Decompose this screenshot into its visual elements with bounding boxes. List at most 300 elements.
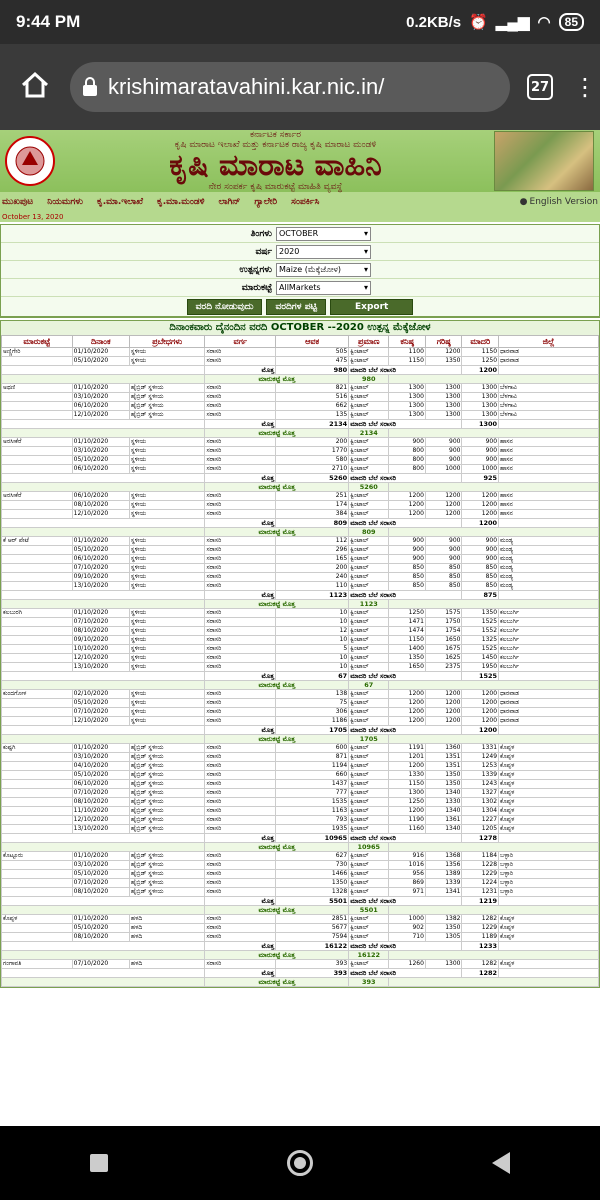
table-cell: ಹೈಬ್ರಿಡ್ ಸ್ಥಳೀಯ [129, 852, 205, 861]
home-nav-button[interactable] [287, 1150, 313, 1176]
table-cell: 296 [276, 546, 349, 555]
total-label: ಮೊತ್ತ [205, 969, 276, 978]
table-cell: ಹೈಬ್ರಿಡ್ ಸ್ಥಳೀಯ [129, 798, 205, 807]
table-cell: 1163 [276, 807, 349, 816]
status-bar [0, 0, 600, 44]
table-cell: ಕಲಬುರ್ಗಿ [499, 609, 599, 618]
table-cell: 1200 [462, 699, 499, 708]
total-value: 1123 [276, 591, 349, 600]
table-cell: 475 [276, 357, 349, 366]
table-row [2, 357, 599, 366]
modal-avg-label: ಮಾದರಿ ಬೆಲೆ ಸರಾಸರಿ [349, 672, 462, 681]
table-cell: ಕಲಬುರ್ಗಿ [499, 618, 599, 627]
table-cell: 1525 [462, 645, 499, 654]
table-cell: ಕ್ವಿಂಟಾಲ್ [349, 465, 389, 474]
table-cell: 900 [425, 456, 462, 465]
table-cell: 850 [425, 582, 462, 591]
cell-market: ಗಂಗಾವತಿ [2, 960, 73, 969]
table-cell [2, 834, 205, 843]
table-cell: ಸರಾಸರಿ [205, 654, 276, 663]
table-row [2, 447, 599, 456]
table-cell: 1474 [389, 627, 426, 636]
table-row [2, 537, 599, 546]
table-cell: 1200 [425, 699, 462, 708]
table-cell: ಬಳ್ಳಾರಿ [499, 861, 599, 870]
table-row [2, 609, 599, 618]
table-cell: ಕ್ವಿಂಟಾಲ್ [349, 888, 389, 897]
table-cell: 2851 [276, 915, 349, 924]
table-cell: 05/10/2020 [72, 870, 129, 879]
table-cell: ಕೊಪ್ಪಳ [499, 915, 599, 924]
table-cell: 174 [276, 501, 349, 510]
table-cell: 1227 [462, 816, 499, 825]
year-select[interactable] [276, 245, 371, 259]
table-cell: ಸರಾಸರಿ [205, 402, 276, 411]
table-cell: ಹೈಬ್ರಿಡ್ ಸ್ಥಳೀಯ [129, 411, 205, 420]
table-cell: 1300 [389, 402, 426, 411]
table-cell: 1361 [425, 816, 462, 825]
table-cell: ಸರಾಸರಿ [205, 582, 276, 591]
table-cell: 1339 [425, 879, 462, 888]
table-cell: 900 [462, 438, 499, 447]
modal-avg-label: ಮಾದರಿ ಬೆಲೆ ಸರಾಸರಿ [349, 420, 462, 429]
report-table [1, 335, 599, 987]
table-cell: ಕ್ವಿಂಟಾಲ್ [349, 537, 389, 546]
cell-market: ಕೊಟ್ಟೂರು [2, 852, 73, 861]
table-cell: ಕ್ವಿಂಟಾಲ್ [349, 753, 389, 762]
table-cell: 1935 [276, 825, 349, 834]
status-indicators [406, 13, 584, 31]
table-cell: ಸ್ಥಳೀಯ [129, 510, 205, 519]
table-cell: ಕ್ವಿಂಟಾಲ್ [349, 717, 389, 726]
table-cell [499, 969, 599, 978]
table-cell [389, 906, 599, 915]
table-cell: 1191 [389, 744, 426, 753]
table-cell: 07/10/2020 [72, 618, 129, 627]
table-cell: ಹಾಸನ [499, 447, 599, 456]
table-cell: ಕ್ವಿಂಟಾಲ್ [349, 447, 389, 456]
table-cell: ಧಾರವಾಡ [499, 708, 599, 717]
table-cell: ಕ್ವಿಂಟಾಲ್ [349, 690, 389, 699]
table-cell: ಕೊಪ್ಪಳ [499, 807, 599, 816]
table-cell: ಕ್ವಿಂಟಾಲ್ [349, 546, 389, 555]
table-cell: 730 [276, 861, 349, 870]
table-cell: 1389 [425, 870, 462, 879]
table-cell: 1331 [462, 744, 499, 753]
table-cell: 800 [389, 465, 426, 474]
table-cell: ಹೈಬ್ರಿಡ್ ಸ್ಥಳೀಯ [129, 888, 205, 897]
table-row [2, 717, 599, 726]
table-cell: ಕ್ವಿಂಟಾಲ್ [349, 627, 389, 636]
cell-market [2, 510, 73, 519]
table-cell: ಹಾಸನ [499, 492, 599, 501]
table-cell: ಕ್ವಿಂಟಾಲ್ [349, 762, 389, 771]
table-cell [2, 366, 205, 375]
cell-market [2, 825, 73, 834]
table-cell: 900 [462, 555, 499, 564]
battery-indicator: 85 [559, 13, 584, 31]
date-text: October 13, 2020 [0, 212, 600, 222]
market-total-label: ಮಾರುಕಟ್ಟೆ ಮೊತ್ತ [205, 681, 349, 690]
market-total-value: 10965 [349, 843, 389, 852]
modal-avg-value: 875 [462, 591, 499, 600]
table-cell: 1200 [389, 699, 426, 708]
table-cell: 12/10/2020 [72, 654, 129, 663]
table-cell: ಮಂಡ್ಯ [499, 573, 599, 582]
table-cell: 1205 [462, 825, 499, 834]
table-cell: 1224 [462, 879, 499, 888]
table-cell: ಕ್ವಿಂಟಾಲ್ [349, 438, 389, 447]
market-total-row [2, 375, 599, 384]
table-cell: 1200 [425, 492, 462, 501]
table-cell: ಸ್ಥಳೀಯ [129, 492, 205, 501]
table-cell: ಕ್ವಿಂಟಾಲ್ [349, 564, 389, 573]
table-cell: 1330 [389, 771, 426, 780]
table-cell: ಸ್ಥಳೀಯ [129, 438, 205, 447]
site-tagline: ನೇರ ಸಂಪರ್ಕ ಕೃಷಿ ಮಾರುಕಟ್ಟೆ ಮಾಹಿತಿ ವ್ಯವಸ್ಥೆ [208, 182, 343, 192]
table-cell: 660 [276, 771, 349, 780]
table-cell [2, 672, 205, 681]
table-cell: 01/10/2020 [72, 609, 129, 618]
table-cell [2, 843, 205, 852]
table-cell: ಕ್ವಿಂಟಾಲ್ [349, 384, 389, 393]
table-cell: ಸರಾಸರಿ [205, 609, 276, 618]
table-cell: 1150 [389, 357, 426, 366]
table-cell: ಸ್ಥಳೀಯ [129, 636, 205, 645]
english-version-label: English Version [529, 197, 598, 207]
table-cell: 900 [462, 456, 499, 465]
market-total-row [2, 681, 599, 690]
market-total-label: ಮಾರುಕಟ್ಟೆ ಮೊತ್ತ [205, 951, 349, 960]
table-row [2, 960, 599, 969]
table-cell: ಕ್ವಿಂಟಾಲ್ [349, 798, 389, 807]
table-cell: 03/10/2020 [72, 861, 129, 870]
modal-avg-label: ಮಾದರಿ ಬೆಲೆ ಸರಾಸರಿ [349, 474, 462, 483]
table-cell: ಸರಾಸರಿ [205, 879, 276, 888]
table-cell: ಬಳ್ಳಾರಿ [499, 888, 599, 897]
menu-contact[interactable]: ಸಂಪರ್ಕಿಸಿ [291, 197, 320, 207]
cell-market [2, 555, 73, 564]
table-cell: ಕೊಪ್ಪಳ [499, 744, 599, 753]
table-cell: 777 [276, 789, 349, 798]
table-row [2, 798, 599, 807]
table-cell: 01/10/2020 [72, 915, 129, 924]
total-value: 67 [276, 672, 349, 681]
table-cell: 1300 [389, 411, 426, 420]
column-header: ಗರಿಷ್ಠ [425, 336, 462, 348]
table-cell: ಸ್ಥಳೀಯ [129, 627, 205, 636]
table-cell: ಕ್ವಿಂಟಾಲ್ [349, 825, 389, 834]
table-cell [2, 951, 205, 960]
tab-switcher-button[interactable] [510, 74, 570, 100]
table-cell: ಸ್ಥಳೀಯ [129, 699, 205, 708]
table-cell: 850 [425, 564, 462, 573]
table-cell: ಸರಾಸರಿ [205, 645, 276, 654]
table-cell: ಕ್ವಿಂಟಾಲ್ [349, 510, 389, 519]
table-cell: 1229 [462, 924, 499, 933]
table-cell: ಸರಾಸರಿ [205, 870, 276, 879]
more-menu-icon[interactable]: ⋮ [573, 73, 597, 101]
table-cell: 5 [276, 645, 349, 654]
table-cell: 1150 [389, 636, 426, 645]
table-cell: ಕ್ವಿಂಟಾಲ್ [349, 492, 389, 501]
table-cell: 1300 [389, 384, 426, 393]
total-label: ಮೊತ್ತ [205, 474, 276, 483]
table-cell: 1650 [389, 663, 426, 672]
view-report-button[interactable]: ವರದಿ ನೋಡುವುದು [187, 299, 263, 315]
table-row [2, 573, 599, 582]
month-select[interactable] [276, 227, 371, 241]
table-cell: ಬಳ್ಳಾರಿ [499, 870, 599, 879]
table-cell: ಸರಾಸರಿ [205, 933, 276, 942]
table-cell: ಕೊಪ್ಪಳ [499, 771, 599, 780]
table-cell: 900 [389, 537, 426, 546]
menu-board[interactable]: ಕೃ.ಮಾ.ಮಂಡಳಿ [157, 197, 205, 207]
table-cell: 03/10/2020 [72, 393, 129, 402]
menu-gallery[interactable]: ಗ್ಯಾಲೇರಿ [254, 197, 278, 207]
table-row [2, 582, 599, 591]
table-row [2, 708, 599, 717]
table-row [2, 744, 599, 753]
table-cell: 05/10/2020 [72, 699, 129, 708]
column-header: ಮಾದರಿ [462, 336, 499, 348]
table-cell: ಹೈಬ್ರಿಡ್ ಸ್ಥಳೀಯ [129, 744, 205, 753]
market-total-label: ಮಾರುಕಟ್ಟೆ ಮೊತ್ತ [205, 528, 349, 537]
total-row [2, 474, 599, 483]
column-header: ವರ್ಗ [205, 336, 276, 348]
modal-avg-label: ಮಾದರಿ ಬೆಲೆ ಸರಾಸರಿ [349, 366, 462, 375]
table-cell: ಕ್ವಿಂಟಾಲ್ [349, 609, 389, 618]
back-button[interactable] [492, 1152, 510, 1174]
dropdown-arrow-icon: ▾ [363, 247, 368, 256]
table-cell: 1300 [389, 789, 426, 798]
market-total-label: ಮಾರುಕಟ್ಟೆ ಮೊತ್ತ [205, 375, 349, 384]
table-cell: ಹಾಸನ [499, 438, 599, 447]
table-cell: ಹಳದಿ [129, 933, 205, 942]
cell-market: ಕಲಬುರಗಿ [2, 609, 73, 618]
table-cell: ಕೊಪ್ಪಳ [499, 798, 599, 807]
market-total-value: 5260 [349, 483, 389, 492]
table-cell: 1351 [425, 753, 462, 762]
table-cell: ಕೊಪ್ಪಳ [499, 816, 599, 825]
wifi-icon: ◠ [537, 14, 551, 31]
cell-market [2, 888, 73, 897]
table-row [2, 654, 599, 663]
market-total-label: ಮಾರುಕಟ್ಟೆ ಮೊತ್ತ [205, 978, 349, 987]
table-cell: 138 [276, 690, 349, 699]
table-cell: ಸ್ಥಳೀಯ [129, 690, 205, 699]
table-cell: 1350 [425, 771, 462, 780]
table-cell: ಹೈಬ್ರಿಡ್ ಸ್ಥಳೀಯ [129, 879, 205, 888]
table-cell: 12/10/2020 [72, 411, 129, 420]
cell-market: ಅಥಣಿ [2, 384, 73, 393]
table-cell: 1200 [389, 717, 426, 726]
table-cell: 900 [389, 546, 426, 555]
table-cell: ಕ್ವಿಂಟಾಲ್ [349, 780, 389, 789]
menu-home[interactable]: ಮುಖಪುಟ [2, 197, 34, 207]
cell-market [2, 546, 73, 555]
total-value: 5501 [276, 897, 349, 906]
total-row [2, 897, 599, 906]
cell-market [2, 456, 73, 465]
table-cell: 1249 [462, 753, 499, 762]
table-cell: 1351 [425, 762, 462, 771]
total-row [2, 366, 599, 375]
table-cell: ಕ್ವಿಂಟಾಲ್ [349, 582, 389, 591]
table-cell: ಕಲಬುರ್ಗಿ [499, 636, 599, 645]
table-cell: ಧಾರವಾಡ [499, 348, 599, 357]
market-total-row [2, 429, 599, 438]
report-list-button[interactable]: ವರದಿಗಳ ಪಟ್ಟಿ [266, 299, 326, 315]
table-cell: ಕ್ವಿಂಟಾಲ್ [349, 870, 389, 879]
menu-rules[interactable]: ನಿಯಮಗಳು [47, 197, 84, 207]
table-cell: 1350 [425, 357, 462, 366]
table-cell: 1300 [389, 393, 426, 402]
table-row [2, 402, 599, 411]
market-select[interactable] [276, 281, 371, 295]
recents-button[interactable] [90, 1154, 108, 1172]
total-label: ಮೊತ್ತ [205, 672, 276, 681]
table-cell: 1339 [462, 771, 499, 780]
table-cell: ಹೈಬ್ರಿಡ್ ಸ್ಥಳೀಯ [129, 807, 205, 816]
table-cell: ಸರಾಸರಿ [205, 447, 276, 456]
table-cell: ಕ್ವಿಂಟಾಲ್ [349, 618, 389, 627]
table-cell: 505 [276, 348, 349, 357]
table-cell: 900 [462, 447, 499, 456]
table-cell [389, 735, 599, 744]
table-cell [2, 726, 205, 735]
table-cell: ಹೈಬ್ರಿಡ್ ಸ್ಥಳೀಯ [129, 762, 205, 771]
cell-market [2, 816, 73, 825]
table-cell: 1200 [425, 501, 462, 510]
address-bar[interactable] [70, 62, 510, 112]
cell-market [2, 447, 73, 456]
table-cell: ಧಾರವಾಡ [499, 717, 599, 726]
table-cell: ಸರಾಸರಿ [205, 501, 276, 510]
table-cell [2, 906, 205, 915]
cell-market: ಕೊಪ್ಪಳ [2, 915, 73, 924]
table-cell: 07/10/2020 [72, 879, 129, 888]
banner-titles [57, 130, 494, 192]
menu-login[interactable]: ಲಾಗಿನ್ [218, 197, 241, 207]
table-cell: ಸರಾಸರಿ [205, 465, 276, 474]
table-row [2, 645, 599, 654]
export-button[interactable]: Export [330, 299, 413, 315]
table-cell: ಸರಾಸರಿ [205, 393, 276, 402]
table-row [2, 564, 599, 573]
table-row [2, 465, 599, 474]
cell-market: ಕುಂದಗೋಳ [2, 690, 73, 699]
table-row [2, 510, 599, 519]
table-cell: 06/10/2020 [72, 492, 129, 501]
market-total-value: 1123 [349, 600, 389, 609]
table-cell: ಹಾಸನ [499, 465, 599, 474]
table-cell: ಸರಾಸರಿ [205, 438, 276, 447]
table-cell [2, 735, 205, 744]
table-cell: 1300 [425, 402, 462, 411]
table-cell: 1200 [462, 492, 499, 501]
total-row [2, 420, 599, 429]
table-cell: 871 [276, 753, 349, 762]
market-total-value: 809 [349, 528, 389, 537]
table-cell: 306 [276, 708, 349, 717]
table-cell [389, 843, 599, 852]
table-cell: 01/10/2020 [72, 348, 129, 357]
table-row [2, 384, 599, 393]
table-cell [389, 681, 599, 690]
table-row [2, 825, 599, 834]
table-cell: 850 [389, 582, 426, 591]
table-cell: ಕ್ವಿಂಟಾಲ್ [349, 663, 389, 672]
table-cell: 1341 [425, 888, 462, 897]
table-cell: ಸರಾಸರಿ [205, 663, 276, 672]
table-cell: 1186 [276, 717, 349, 726]
table-cell: ಹಾಸನ [499, 510, 599, 519]
home-button[interactable] [0, 70, 70, 104]
cell-market [2, 564, 73, 573]
table-cell [499, 591, 599, 600]
table-cell: 09/10/2020 [72, 636, 129, 645]
government-emblem-icon [2, 134, 57, 189]
table-cell: 05/10/2020 [72, 546, 129, 555]
table-cell: 393 [276, 960, 349, 969]
table-cell: ಹೈಬ್ರಿಡ್ ಸ್ಥಳೀಯ [129, 771, 205, 780]
table-cell: 02/10/2020 [72, 690, 129, 699]
table-cell: 1382 [425, 915, 462, 924]
globe-icon: ● [519, 197, 528, 207]
menu-dept[interactable]: ಕೃ.ಮಾ.ಇಲಾಖೆ [97, 197, 144, 207]
table-cell: 1625 [425, 654, 462, 663]
table-cell [2, 897, 205, 906]
table-cell: 1000 [462, 465, 499, 474]
table-cell: ಹಳದಿ [129, 915, 205, 924]
table-cell: 1250 [389, 798, 426, 807]
table-cell: 10 [276, 609, 349, 618]
modal-avg-value: 1525 [462, 672, 499, 681]
table-cell: ಸ್ಥಳೀಯ [129, 357, 205, 366]
table-cell: 12/10/2020 [72, 510, 129, 519]
commodity-select[interactable] [276, 263, 371, 277]
table-cell: ಬೆಳಗಾವಿ [499, 411, 599, 420]
table-cell: 1201 [389, 753, 426, 762]
table-cell: 1350 [425, 924, 462, 933]
table-cell: 07/10/2020 [72, 960, 129, 969]
table-row [2, 393, 599, 402]
table-cell: 1160 [389, 825, 426, 834]
table-cell: ಕಲಬುರ್ಗಿ [499, 645, 599, 654]
modal-avg-value: 1200 [462, 366, 499, 375]
table-cell: ಸ್ಥಳೀಯ [129, 663, 205, 672]
table-cell: ಸರಾಸರಿ [205, 618, 276, 627]
cell-market [2, 501, 73, 510]
table-cell: 800 [389, 447, 426, 456]
report-filter-form [0, 224, 600, 318]
cell-market [2, 636, 73, 645]
total-value: 2134 [276, 420, 349, 429]
table-cell: 13/10/2020 [72, 663, 129, 672]
english-version-link[interactable] [520, 197, 598, 207]
total-row [2, 726, 599, 735]
table-cell: 1450 [462, 654, 499, 663]
market-total-label: ಮಾರುಕಟ್ಟೆ ಮೊತ್ತ [205, 843, 349, 852]
table-cell: 1250 [389, 609, 426, 618]
table-row [2, 663, 599, 672]
table-cell: 1360 [425, 744, 462, 753]
table-cell: 900 [425, 438, 462, 447]
table-cell: 1350 [389, 654, 426, 663]
table-cell: 1253 [462, 762, 499, 771]
table-body [2, 348, 599, 987]
